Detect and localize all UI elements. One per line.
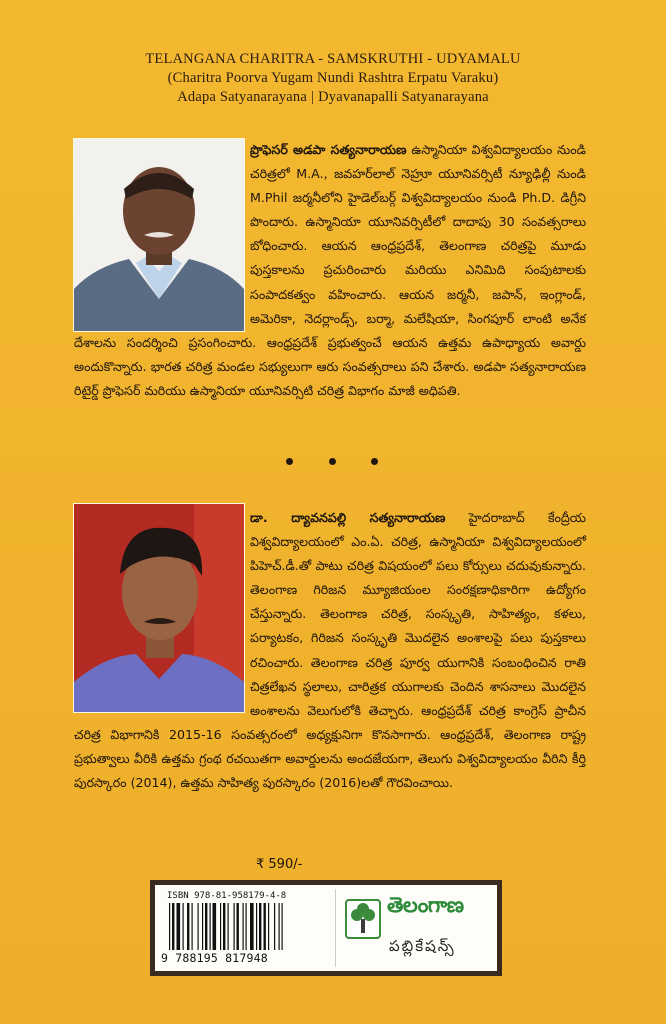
barcode-icon [169, 903, 324, 950]
tree-logo-icon [345, 899, 381, 939]
book-title: TELANGANA CHARITRA - SAMSKRUTHI - UDYAMALU [145, 51, 521, 67]
author-1-bio [74, 138, 586, 403]
publisher-name: తెలంగాణ [387, 893, 464, 917]
author-1-bio-text: ఉస్మానియా విశ్వవిద్యాలయం నుండి చరిత్రలో M.A., జవహర్‌లాల్ నెహ్రూ యూనివర్సిటీ న్యూఢిల్లీ నుండి M.Phil జర్మనీలోని హైడెల్‌బర్గ్ విశ్వవిద్యాలయం నుండి Ph.D. డిగ్రీని పొందారు. ఉస్మానియా యూనివర్సిటీలో దాదాపు 30 సంవత్సరాలు బోధించారు. ఆయన ఆంధ్రప్రదేశ్, తెలంగాణ చరిత్రపై మూడు పుస్తకాలను ప్రచురించారు మరియు ఎనిమిది సంపుటాలకు సంపాదకత్వం వహించారు. ఆయన జర్మనీ, జపాన్, ఇంగ్లాండ్, అమెరికా, నెదర్లాండ్స్, బర్మా, మలేషియా, సింగపూర్ లాంటి అనేక దేశాలను సందర్శించి ప్రసంగించారు. ఆంధ్రప్రదేశ్ ప్రభుత్వంచే ఆయన ఉత్తమ ఉపాధ్యాయ అవార్డు అందుకొన్నారు. భారత చరిత్ర మండల సభ్యులుగా ఆరు సంవత్సరాలు పని చేశారు. అడపా సత్యనారాయణ రిటైర్డ్ ప్రొఫెసర్ మరియు ఉస్మానియా యూనివర్సిటి చరిత్ర విభాగం మాజీ అధిపతి. [74, 142, 586, 398]
isbn-label: ISBN 978-81-958179-4-8 [167, 891, 287, 901]
price-label: ₹ 590/- [256, 857, 303, 872]
author-2-bio [74, 506, 586, 795]
author-2: Dyavanapalli Satyanarayana [318, 89, 489, 105]
publisher-subtitle: పబ్లికేషన్స్ [389, 937, 456, 955]
author-1-name: ప్రొఫెసర్ అడపా సత్యనారాయణ [250, 142, 407, 157]
isbn-digits: 9 788195 817948 [161, 951, 268, 965]
author-1: Adapa Satyanarayana [177, 89, 308, 105]
author-2-bio-text: హైదరాబాద్ కేంద్రీయ విశ్వవిద్యాలయంలో ఎం.ఏ. చరిత్ర, ఉస్మానియా విశ్వవిద్యాలయంలో పిహెచ్.డీ.తో పాటు చరిత్ర విషయంలో పలు కోర్సులు చదువుకున్నారు. తెలంగాణ గిరిజన మ్యూజియంల సంరక్షణాధికారిగా ఉద్యోగం చేస్తున్నారు. తెలంగాణ చరిత్ర, సంస్కృతి, సాహిత్యం, కళలు, పర్యాటకం, గిరిజన సంస్కృతి మొదలైన అంశాలపై పలు పుస్తకాలు రచించారు. తెలంగాణ చరిత్ర పూర్వ యుగానికి సంబంధించిన రాతి చిత్రలేఖన స్థలాలు, చారిత్రక యుగాలకు చెందిన శాసనాలు మొదలైన అంశాలను వెలుగులోకి తెచ్చారు. ఆంధ్రప్రదేశ్ చరిత్ర కాంగ్రెస్ ప్రాచీన చరిత్ర విభాగానికి 2015-16 సంవత్సరంలో అధ్యక్షునిగా కొనసాగారు. ఆంధ్రప్రదేశ్, తెలంగాణ రాష్ట్ర ప్రభుత్వాలు వీరికి ఉత్తమ గ్రంథ రచయితగా అవార్డులను అందజేయగా, తెలుగు విశ్వవిద్యాలయం వీరిని కీర్తి పురస్కారం (2014), ఉత్తమ సాహిత్య పురస్కారం (2016)లతో గౌరవించాయి. [74, 510, 586, 791]
book-subtitle: (Charitra Poorva Yugam Nundi Rashtra Erpatu Varaku) [167, 70, 499, 86]
book-header [60, 50, 606, 107]
barcode-panel [150, 880, 502, 976]
authors-line [60, 88, 606, 107]
author-separator: | [311, 89, 315, 105]
author-2-name: డా. ద్యావనపల్లి సత్యనారాయణ [250, 510, 446, 525]
section-divider-dots [286, 458, 378, 465]
